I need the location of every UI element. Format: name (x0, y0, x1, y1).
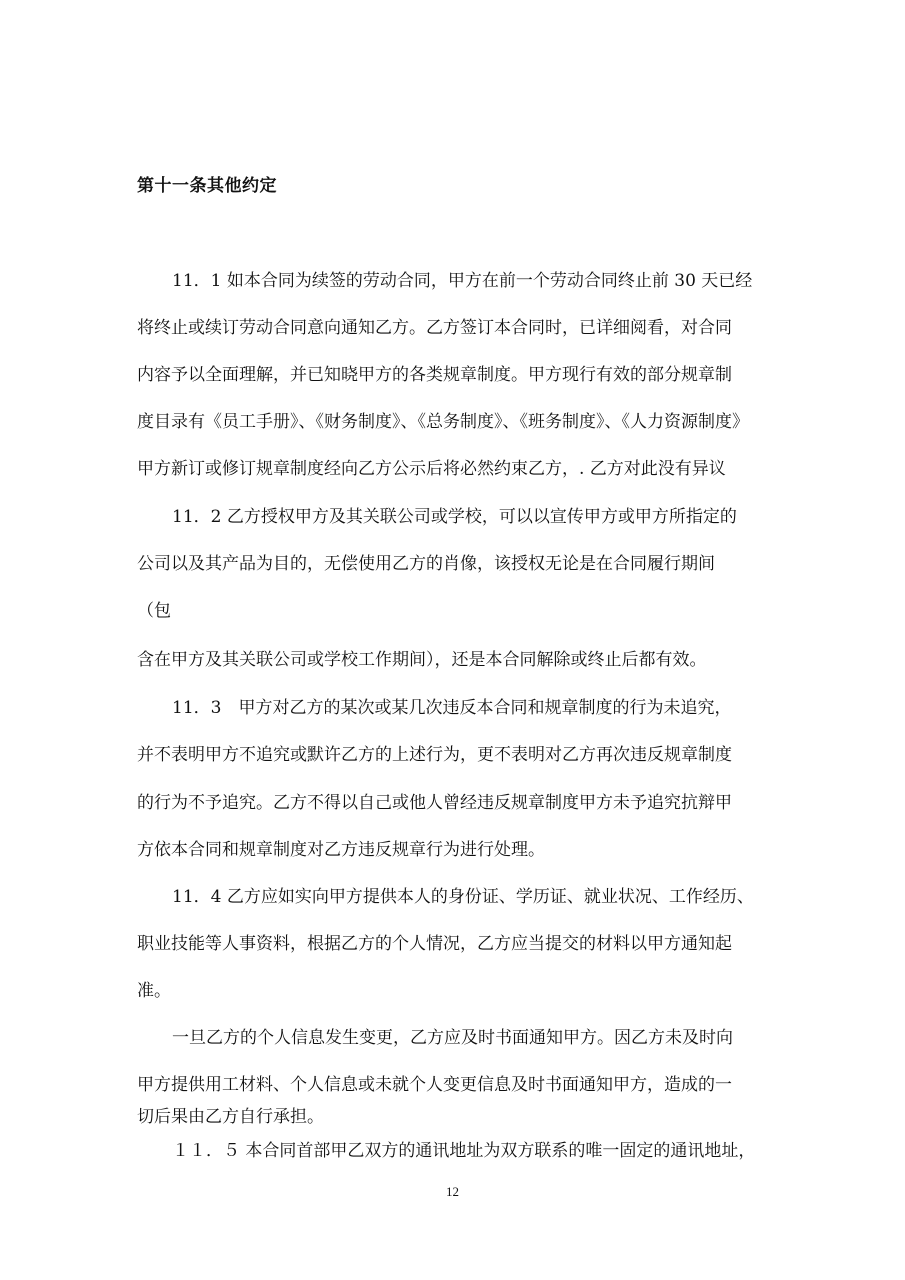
paragraph-line: 方依本合同和规章制度对乙方违反规章行为进行处理。 (137, 840, 545, 860)
paragraph-line: 准。 (137, 981, 171, 1001)
page-number: 12 (446, 1184, 459, 1199)
paragraph-line: 内容予以全面理解，并已知晓甲方的各类规章制度。甲方现行有效的部分规章制 (137, 365, 732, 385)
paragraph-line-11-5: １１．５ 本合同首部甲乙双方的通讯地址为双方联系的唯一固定的通讯地址， (172, 1141, 756, 1161)
paragraph-line: 甲方提供用工材料、个人信息或未就个人变更信息及时书面通知甲方，造成的一 (137, 1075, 732, 1095)
paragraph-line-11-4: 11．4 乙方应如实向甲方提供本人的身份证、学历证、就业状况、工作经历、 (172, 887, 754, 907)
paragraph-line: 公司以及其产品为目的，无偿使用乙方的肖像，该授权无论是在合同履行期间 (137, 554, 715, 574)
paragraph-line: 的行为不予追究。乙方不得以自己或他人曾经违反规章制度甲方未予追究抗辩甲 (137, 793, 732, 813)
paragraph-line-change-notice: 一旦乙方的个人信息发生变更，乙方应及时书面通知甲方。因乙方未及时向 (172, 1028, 733, 1048)
paragraph-line-11-2: 11．2 乙方授权甲方及其关联公司或学校，可以以宣传甲方或甲方所指定的 (172, 507, 737, 527)
section-heading: 第十一条其他约定 (137, 176, 277, 196)
paragraph-line: （包 (137, 601, 171, 621)
paragraph-line: 职业技能等人事资料，根据乙方的个人情况，乙方应当提交的材料以甲方通知起 (137, 934, 732, 954)
paragraph-line-11-3: 11．3 甲方对乙方的某次或某几次违反本合同和规章制度的行为未追究， (172, 698, 732, 718)
paragraph-line: 甲方新订或修订规章制度经向乙方公示后将必然约束乙方，. 乙方对此没有异议 (137, 459, 726, 479)
paragraph-line: 度目录有《员工手册》、《财务制度》、《总务制度》、《班务制度》、《人力资源制度》 (137, 412, 749, 432)
paragraph-line: 切后果由乙方自行承担。 (137, 1107, 324, 1127)
paragraph-line: 将终止或续订劳动合同意向通知乙方。乙方签订本合同时，已详细阅看，对合同 (137, 318, 732, 338)
paragraph-line: 含在甲方及其关联公司或学校工作期间），还是本合同解除或终止后都有效。 (137, 650, 707, 670)
paragraph-line-11-1: 11．1 如本合同为续签的劳动合同，甲方在前一个劳动合同终止前 30 天已经 (172, 271, 753, 291)
paragraph-line: 并不表明甲方不追究或默许乙方的上述行为，更不表明对乙方再次违反规章制度 (137, 745, 732, 765)
